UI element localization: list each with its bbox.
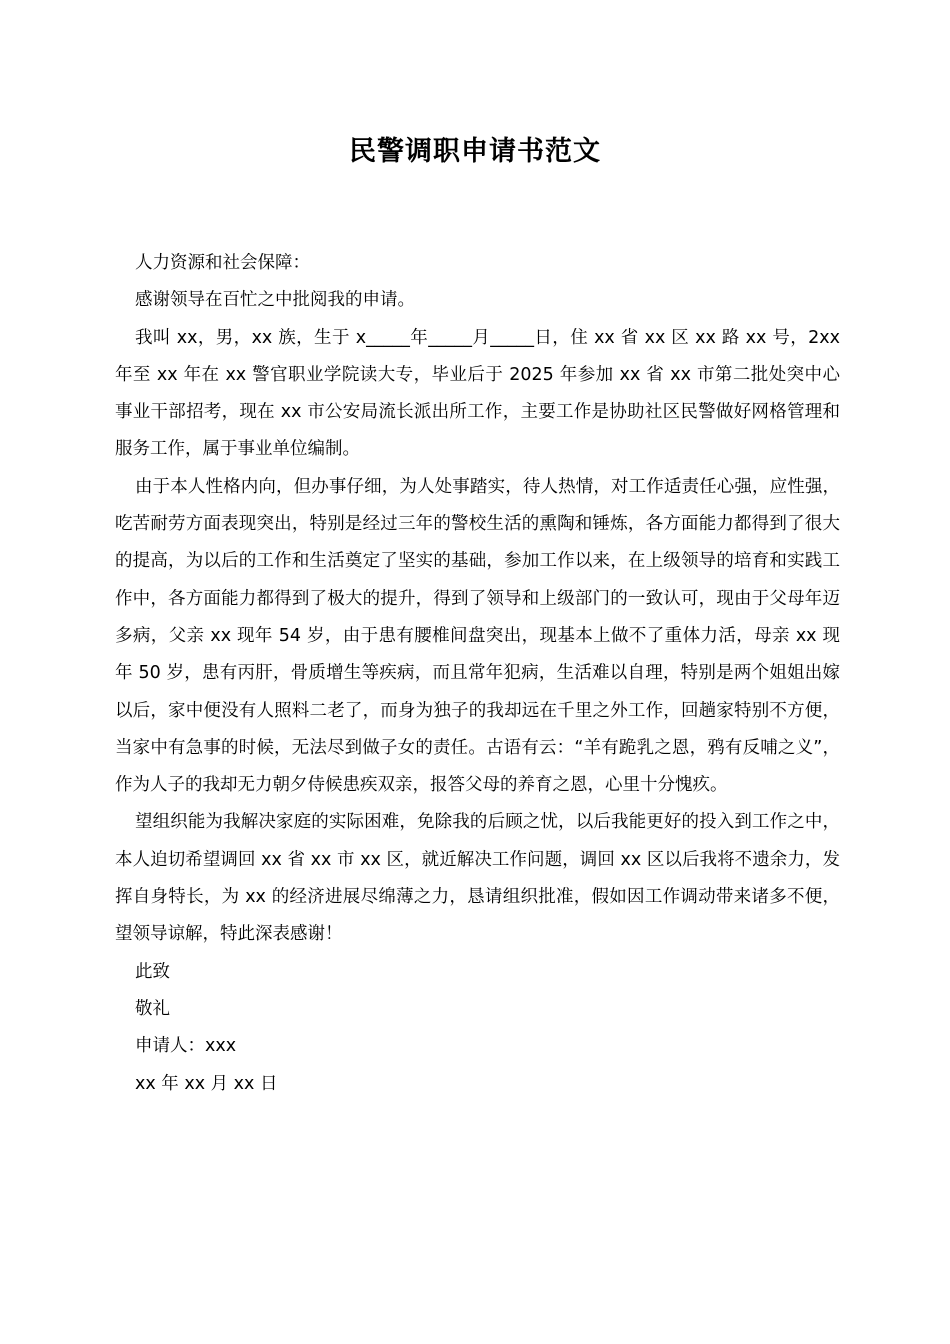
paragraph-request: 望组织能为我解决家庭的实际困难，免除我的后顾之忧，以后我能更好的投入到工作之中，本人迫切希望调回 xx 省 xx 市 xx 区，就近解决工作问题，调回 xx 区以后我将不遗余力，发挥自身特长，为 xx 的经济进展尽绵薄之力，恳请组织批准，假如因工作调动带来诸多不便，望领导谅解，特此深表感谢！ bbox=[115, 812, 840, 945]
paragraph-reason: 由于本人性格内向，但办事仔细，为人处事踏实，待人热情，对工作适责任心强，应性强，吃苦耐劳方面表现突出，特别是经过三年的警校生活的熏陶和锤炼，各方面能力都得到了很大的提高，为以后的工作和生活奠定了坚实的基础，参加工作以来，在上级领导的培育和实践工作中，各方面能力都得到了极大的提升，得到了领导和上级部门的一致认可，现由于父母年迈多病，父亲 xx 现年 54 岁，由于患有腰椎间盘突出，现基本上做不了重体力活，母亲 xx 现年 50 岁，患有丙肝，骨质增生等疾病，而且常年犯病，生活难以自理，特别是两个姐姐出嫁以后，家中便没有人照料二老了，而身为独子的我却远在千里之外工作，回趟家特别不方便，当家中有急事的时候，无法尽到做子女的责任。古语有云：“羊有跪乳之恩，鸦有反哺之义”，作为人子的我却无力朝夕侍候患疾双亲，报答父母的养育之恩，心里十分愧疚。 bbox=[115, 476, 840, 796]
document-date: xx 年 xx 月 xx 日 bbox=[135, 1073, 278, 1094]
opening-line: 感谢领导在百忙之中批阅我的申请。 bbox=[135, 290, 415, 311]
closing-line-1: 此致 bbox=[135, 961, 170, 982]
applicant-signature: 申请人：xxx bbox=[135, 1036, 237, 1057]
document-body bbox=[115, 245, 840, 1103]
paragraph-introduction: 我叫 xx，男，xx 族，生于 x_____年_____月_____日，住 xx 省 xx 区 xx 路 xx 号，2xx 年至 xx 年在 xx 警官职业学院读大专，毕业后于 2025 年参加 xx 省 xx 市第二批处突中心事业干部招考，现在 xx 市公安局流长派出所工作，主要工作是协助社区民警做好网格管理和服务工作，属于事业单位编制。 bbox=[115, 327, 840, 460]
salutation: 人力资源和社会保障： bbox=[135, 253, 310, 273]
document-title: 民警调职申请书范文 bbox=[349, 136, 601, 167]
closing-line-2: 敬礼 bbox=[135, 998, 170, 1019]
